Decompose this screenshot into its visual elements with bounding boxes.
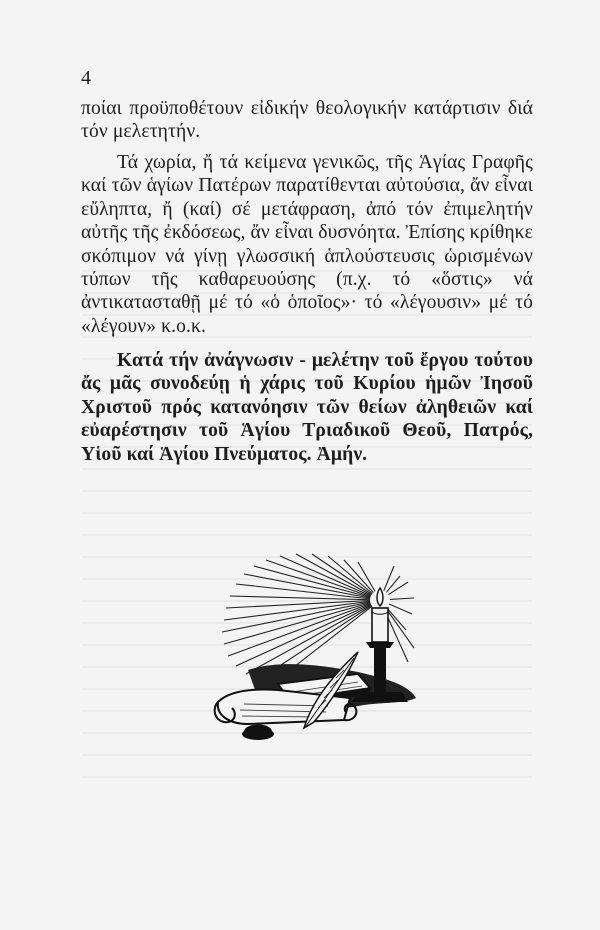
paragraph-closing-prayer: Κατά τήν ἀνάγνωσιν - μελέτην τοῦ ἔργου τούτου ἄς μᾶς συνοδεύῃ ἡ χάρις τοῦ Κυρίου ἡμῶν Ἰησοῦ Χριστοῦ πρός κατανόησιν τῶν θείων ἀληθειῶν καί εὐαρέστησιν τοῦ Ἁγίου Τριαδικοῦ Θεοῦ, Πατρός, Υἱοῦ καί Ἁγίου Πνεύματος. Ἀμήν. bbox=[81, 350, 533, 465]
candle-and-quill-vignette bbox=[208, 552, 422, 744]
paragraph-editorial-note: Τά χωρία, ἤ τά κείμενα γενικῶς, τῆς Ἁγίας Γραφῆς καί τῶν ἁγίων Πατέρων παρατίθενται αὐτούσια, ἄν εἶναι εὔληπτα, ἤ (καί) σέ μετάφραση, ἀπό τόν ἐπιμελητήν αὐτῆς τῆς ἐκδόσεως, ἄν εἶναι δυσνόητα. Ἐπίσης κρίθηκε σκόπιμον νά γίνῃ γλωσσική ἁπλούστευσις ὡρισμένων τύπων τῆς καθαρευούσης (π.χ. τό «ὅστις» νά ἀντικατασταθῇ μέ τό «ὁ ὁποῖος»· τό «λέγουσιν» μέ τό «λέγουν» κ.ο.κ. bbox=[81, 152, 533, 337]
page-number: 4 bbox=[81, 67, 91, 89]
paragraph-continuation: ποίαι προϋποθέτουν εἰδικήν θεολογικήν κατάρτισιν διά τόν μελετητήν. bbox=[81, 98, 533, 143]
